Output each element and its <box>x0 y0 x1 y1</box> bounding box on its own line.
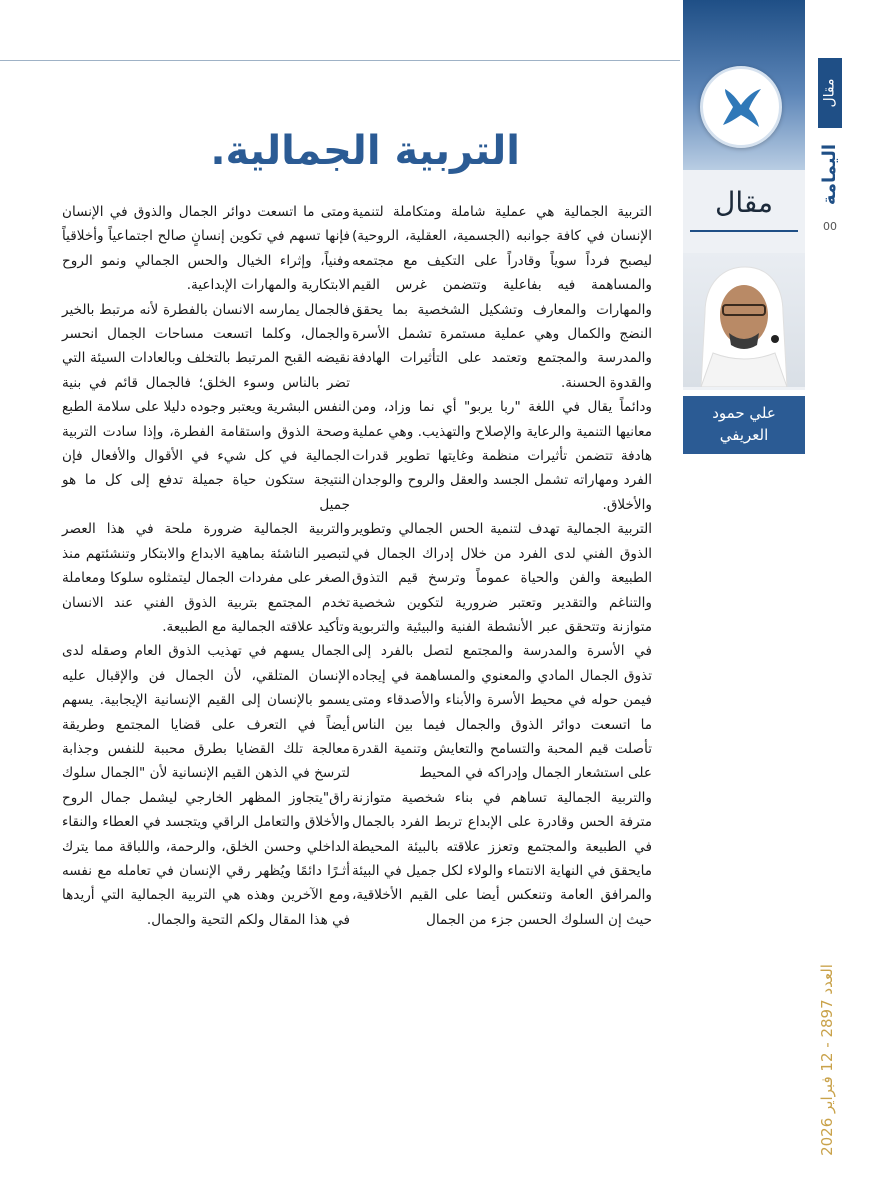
paragraph: ومتى ما اتسعت دوائر الجمال والذوق في الإنسان فإنها تسهم في تكوين إنسانٍ صالح اجتماعياً وأخلاقياً وفنياً، وإثراء الخيال والحس الجمالي ونمو الروح الابتكارية والمهارات الإبداعية. <box>62 204 350 294</box>
author-photo <box>683 253 805 387</box>
magazine-name-text: اليمامة <box>819 143 841 205</box>
page-number: 00 <box>823 220 837 233</box>
article-column-left <box>62 200 350 932</box>
category-label: مقال <box>714 186 774 219</box>
section-tab-label: مقال <box>822 78 838 108</box>
magazine-logo-icon <box>715 81 767 133</box>
magazine-name <box>818 136 842 212</box>
author-name-line2: العريفي <box>719 426 769 444</box>
author-name-line1: علي حمود <box>712 404 776 422</box>
section-tab <box>818 58 842 128</box>
paragraph: والتربية الجمالية تساهم في بناء شخصية متوازنة مترفة الحس وقادرة على الإبداع تربط الفرد بالجمال في الطبيعة والمجتمع وتعزز علاقته بالبيئة المحيطة مايحقق في النهاية الانتماء والولاء لكل جميل في البيئة والمرافق العامة وتنعكس أيضا على القيم الأخلاقية، حيث إن السلوك الحسن جزء من الجمال <box>352 789 652 928</box>
author-name-box <box>683 396 805 454</box>
magazine-logo <box>700 66 782 148</box>
category-underline <box>690 230 798 232</box>
paragraph: والتربية الجمالية ضرورة ملحة في هذا العصر لتبصير الناشئة بماهية الابداع والابتكار وتنشئتهم منذ الصغر على مفردات الجمال ليتمثلوه سلوكا ومعاملة تخدم المجتمع بتربية الذوق الفني عند الانسان وتأكيد علاقته الجمالية مع الطبيعة. <box>62 521 350 635</box>
paragraph: الجمال يسهم في تهذيب الذوق العام وصقله لدى الإنسان المتلقي، لأن الجمال فن والإقبال عليه يسمو بالإنسان إلى القيم الإنسانية الإيجابية. يسهم أيضاً في التعرف على قضايا المجتمع وطريقة معالجة تلك القضايا بطرق محببة للنفس وجذابة لترسخ في الذهن القيم الإنسانية لأن "الجمال سلوك راق"يتجاوز المظهر الخارجي ليشمل جمال الروح والأخلاق والتعامل الراقي ويتجسد في العطاء والنقاء الداخلي وحسن الخلق، والرحمة، واللباقة مما يترك أثـرًا دائمًا ويُظهر رقي الإنسان في تعامله مع نفسه ومع الآخرين وهذه هي التربية الجمالية التي أريدها في هذا المقال ولكم التحية والجمال. <box>62 643 350 928</box>
article-column-right <box>352 200 652 932</box>
paragraph: ودائماً يقال في اللغة "ربا يربو" أي نما وزاد، ومن معانيها التنمية والرعاية والإصلاح والتهذيب. وهي عملية هادفة تتضمن تأثيرات منظمة وغايتها تطوير قدرات الفرد ومهاراته تشمل الجسد والعقل والروح والوجدان والأخلاق. <box>352 399 652 513</box>
paragraph: التربية الجمالية هي عملية شاملة ومتكاملة لتنمية الإنسان في كافة جوانبه (الجسمية، العقلية، الروحية) ليصبح فرداً سوياً وقادراً على التكيف مع مجتمعه والمساهمة فيه بفاعلية وتتضمن غرس القيم والمهارات والمعارف وتشكيل الشخصية بما يحقق النضج والكمال وهي عملية مستمرة تشمل الأسرة والمدرسة والمجتمع وتعتمد على التأثيرات الهادفة والقدوة الحسنة. <box>352 204 652 391</box>
article-title: التربية الجمالية. <box>210 128 520 174</box>
issue-info <box>812 940 842 1180</box>
paragraph: التربية الجمالية تهدف لتنمية الحس الجمالي وتطوير الذوق الفني لدى الفرد من خلال إدراك الجمال في الطبيعة والفن والحياة عموماً وترسخ قيم التذوق والتناغم والتقدير وتعتبر ضرورية لتكوين شخصية متوازنة وتتحقق عبر الأنشطة الفنية والبيئية والتربوية في الأسرة والمدرسة والمجتمع لتصل بالفرد إلى تذوق الجمال المادي والمعنوي والمساهمة في إيجاده فيمن حوله في محيط الأسرة والأبناء والأصدقاء ومتى ما اتسعت دوائر الذوق والجمال فيما بين الناس تأصلت قيم المحبة والتسامح والتعايش وتنمية القدرة على استشعار الجمال وإدراكه في المحيط <box>352 521 652 782</box>
top-rule <box>0 60 680 61</box>
issue-info-text: العدد 2897 - 12 فبراير 2026 <box>818 964 837 1156</box>
paragraph: فالجمال يمارسه الانسان بالفطرة لأنه مرتبط بالخير والجمال، وكلما اتسعت مساحات الجمال انحسر نقيضه القبح المرتبط بالتخلف وبالعادات السيئة التي تضر بالناس وسوء الخلق؛ فالجمال قائم في بنية النفس البشرية ويعتبر وجوده دليلا على سلامة الطبع وصحة الذوق واستقامة الفطرة، وإذا سادت التربية الجمالية في كل شيء في الأقوال والأفعال فإن النتيجة ستكون حياة جميلة تدفع إلى كل ما هو جميل <box>62 301 350 513</box>
